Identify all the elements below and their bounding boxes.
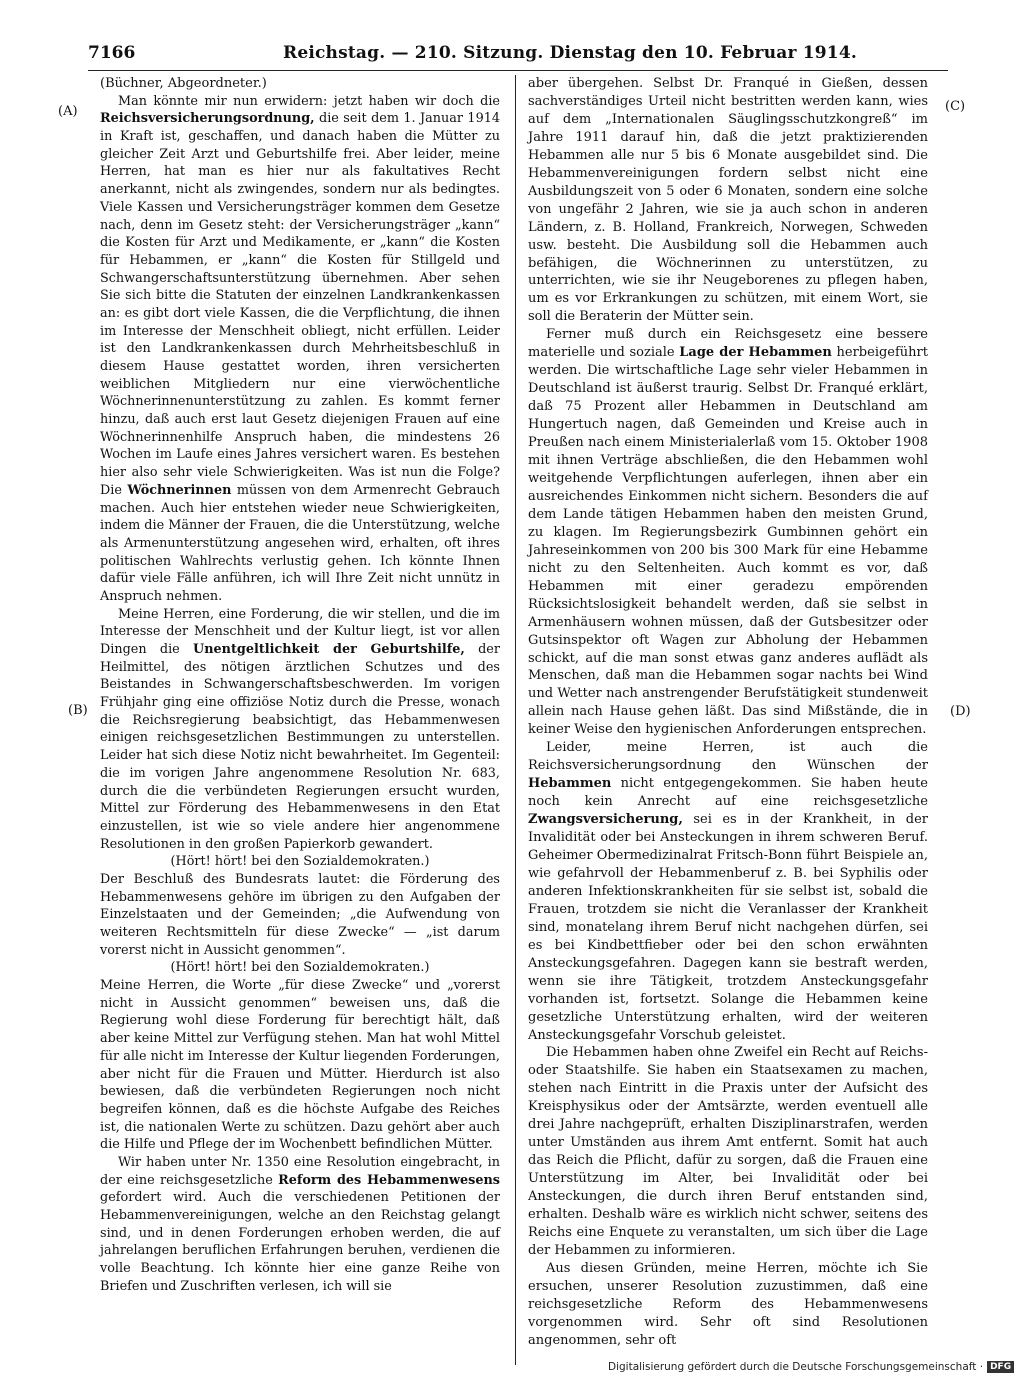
text-run: Man könnte mir nun erwidern: jetzt haben wir doch die	[118, 93, 500, 109]
emphasis: Hebammen	[528, 776, 612, 792]
text-run: herbeigeführt werden. Die wirtschaftliche Lage sehr vieler Hebammen in Deutschland ist äußerst traurig. Selbst Dr. Franqué erklärt, daß 75 Prozent aller Hebammen in Deutschland am Hungertuch nagen, daß Gemeinden und Kreise auch in Preußen nach einem Ministerialerlaß vom 15. Oktober 1908 mit ihnen Verträge abschließen, die den Hebammen wohl weitgehende Verpflichtungen auferlegen, ihnen aber ein ausreichendes Einkommen nicht sichern. Besonders die auf dem Lande tätigen Hebammen haben den meisten Grund, zu klagen. Im Regierungsbezirk Gumbinnen gehört ein Jahreseinkommen von 200 bis 300 Mark für eine Hebamme nicht zu den Seltenheiten. Auch kommt es vor, daß Hebammen mit einer geradezu empörenden Rücksichtslosigkeit behandelt werden, daß sie selbst in Armenhäusern wohnen müssen, daß der Gutsbesitzer oder Gutsinspektor oft Wagen zur Abholung der Hebammen schickt, auf die man sonst etwas ganz anderes auflädt als Menschen, daß man die Hebammen sogar nachts bei Wind und Wetter nach anstrengender Berufstätigkeit stundenweit allein nach Hause gehen läßt. Das sind Mißstände, die in keiner Weise den hygienischen Anforderungen entsprechen.	[528, 345, 928, 738]
left-column	[100, 75, 500, 1295]
emphasis: Reichsversicherungsordnung,	[100, 111, 315, 127]
text-run: gefordert wird. Auch die verschiedenen Petitionen der Hebammenvereinigungen, welche an den Reichstag gelangt sind, und in denen Forderungen erhoben werden, die auf jahrelangen beruflichen Erfahrungen beruhen, verdienen die volle Beachtung. Ich könnte hier eine ganze Reihe von Briefen und Zuschriften verlesen, ich will sie	[100, 1190, 500, 1294]
paragraph	[100, 606, 500, 854]
text-run: Leider, meine Herren, ist auch die Reichsversicherungsordnung den Wünschen der	[528, 740, 928, 774]
footer-text: Digitalisierung gefördert durch die Deutsche Forschungsgemeinschaft	[608, 1361, 977, 1373]
interjection: (Hört! hört! bei den Sozialdemokraten.)	[170, 854, 430, 870]
speaker-line: (Büchner, Abgeordneter.)	[100, 76, 267, 91]
text-run: Wir haben unter Nr. 1350 eine Resolution eingebracht, in der eine reichsgesetzliche	[100, 1154, 500, 1188]
dfg-logo: DFG	[987, 1361, 1014, 1373]
text-run: die seit dem 1. Januar 1914 in Kraft ist, geschaffen, und danach haben die Mütter zu gleicher Zeit Arzt und Geburtshilfe frei. Aber leider, meine Herren, hat man es hier nur als fakultatives Recht anerkannt, nicht als zwingendes, sondern nur als bedingtes. Viele Kassen und Versicherungsträger kommen dem Gesetze nach, denn im Gesetz steht: der Versicherungsträger „kann“ die Kosten für Arzt und Medikamente, er „kann“ die Kosten für Hebammen, er „kann“ die Kosten für Stillgeld und Schwangerschaftsunterstützung übernehmen. Aber sehen Sie sich bitte die Statuten der einzelnen Landkrankenkassen an: es gibt dort viele Kassen, die die Verpflichtung, die ihnen im Interesse der Menschheit obliegt, nicht erfüllen. Leider ist den Landkrankenkassen durch Mehrheitsbeschluß in diesem Hause gestattet worden, ihren versicherten weiblichen Mitgliedern nur eine vierwöchentliche Wöchnerinnenunterstützung zu zahlen. Es kommt ferner hinzu, daß auch erst laut Gesetz diejenigen Frauen auf eine Wöchnerinnenhilfe Anspruch haben, die mindestens 26 Wochen im Laufe eines Jahres versichert waren. Es bestehen hier also sehr viele Schwierigkeiten. Was ist nun die Folge? Die	[100, 111, 500, 498]
paragraph: aber übergehen. Selbst Dr. Franqué in Gießen, dessen sachverständiges Urteil nicht bestritten werden kann, wies auf dem „Internationalen Säuglingsschutzkongreß“ im Jahre 1911 darauf hin, daß die jetzt praktizierenden Hebammen alle nur 5 bis 6 Monate ausgebildet sind. Die Hebammenvereinigungen fordern selbst nicht eine Ausbildungszeit von 5 oder 6 Monaten, sondern eine solche von ungefähr 2 Jahren, wie sie ja auch schon in anderen Ländern, z. B. Holland, Frankreich, Norwegen, Schweden usw. besteht. Die Ausbildung soll die Hebammen auch befähigen, die Wöchnerinnen zu unterstützen, zu unterrichten, wie sie ihr Neugeborenes zu pflegen haben, um es vor Erkrankungen zu schützen, mit einem Wort, sie soll die Beraterin der Mütter sein.	[528, 76, 928, 325]
paragraph: Meine Herren, die Worte „für diese Zwecke“ und „vorerst nicht in Aussicht genommen“ beweisen uns, daß die Regierung wohl diese Forderung für berechtigt hält, daß aber keine Mittel zur Verfügung stehen. Man hat wohl Mittel für alle nicht im Interesse der Kultur liegenden Forderungen, aber nicht für die Frauen und Mütter. Hierdurch ist also bewiesen, daß die verbündeten Regierungen noch nicht begreifen können, daß es die höchste Aufgabe des Reiches ist, die nationalen Werte zu schützen. Dazu gehört aber auch die Hilfe und Pflege der im Wochenbett befindlichen Mütter.	[100, 978, 500, 1153]
margin-marker-c: (C)	[945, 99, 966, 114]
header-rule	[88, 70, 948, 71]
page-title: Reichstag. — 210. Sitzung. Dienstag den 10. Februar 1914.	[283, 43, 857, 63]
paragraph	[100, 93, 500, 606]
margin-marker-a: (A)	[58, 104, 78, 119]
paragraph: Der Beschluß des Bundesrats lautet: die Förderung des Hebammenwesens gehöre im übrigen zu den Aufgaben der Einzelstaaten und der Gemeinden; „die Aufwendung von weiteren Rechtsmitteln für diese Zwecke“ — „ist darum vorerst nicht in Aussicht genommen“.	[100, 871, 500, 958]
text-run: Ferner muß durch ein Reichsgesetz eine bessere materielle und soziale	[528, 327, 928, 361]
digitization-footer: Digitalisierung gefördert durch die Deutsche Forschungsgemeinschaft · DFG	[608, 1361, 1014, 1373]
page-number: 7166	[88, 43, 136, 63]
text-run: sei es in der Krankheit, in der Invalidität oder bei Ansteckungen in ihrem schweren Beruf. Geheimer Obermedizinalrat Fritsch-Bonn führt Beispiele an, wie gefahrvoll der Hebammenberuf z. B. bei Syphilis oder anderen Infektionskrankheiten für sie selbst ist, sobald die Frauen, trotzdem sie nicht die Veranlasser der Krankheit sind, monatelang ihrem Beruf nicht nachgehen dürfen, sei es bei Kindbettfieber oder bei den schon erwähnten Ansteckungsgefahren. Dagegen kann sie bestraft werden, wenn sie ihre Tätigkeit, trotzdem Ansteckungsgefahr vorhanden ist, fortsetzt. Solange die Hebammen keine gesetzliche Unterstützung erhalten, wird der weiteren Ansteckungsgefahr Vorschub geleistet.	[528, 812, 928, 1043]
emphasis: Unentgeltlichkeit der Geburtshilfe,	[193, 642, 465, 657]
paragraph: Die Hebammen haben ohne Zweifel ein Recht auf Reichs- oder Staatshilfe. Sie haben ein Staatsexamen zu machen, stehen nach Eintritt in die Praxis unter der Aufsicht des Kreisphysikus oder der Amtsärzte, werden eventuell alle drei Jahre nachgeprüft, erhalten Disziplinarstrafen, werden unter Umständen aus ihrem Amt entfernt. Somit hat auch das Reich die Pflicht, dafür zu sorgen, daß die Frauen eine Unterstützung im Alter, bei Invalidität oder bei Ansteckungen, die durch ihren Beruf entstanden sind, erhalten. Deshalb wäre es wirklich nicht schwer, seitens des Reichs eine Enquete zu veranstalten, um sich über die Lage der Hebammen zu informieren.	[528, 1045, 928, 1258]
right-column	[528, 75, 928, 1350]
emphasis: Reform des Hebammenwesens	[278, 1172, 500, 1188]
page-header	[88, 40, 948, 66]
column-divider	[515, 75, 516, 1365]
margin-marker-b: (B)	[68, 703, 88, 718]
paragraph: Aus diesen Gründen, meine Herren, möchte ich Sie ersuchen, unserer Resolution zuzustimmen, daß eine reichsgesetzliche Reform des Hebammenwesens vorgenommen wird. Sehr oft sind Resolutionen angenommen, sehr oft	[528, 1260, 928, 1348]
emphasis: Lage der Hebammen	[679, 345, 832, 361]
text-run: der Heilmittel, des nötigen ärztlichen Schutzes und des Beistandes in Schwangerschaftsbeschwerden. Im vorigen Frühjahr ging eine offiziöse Notiz durch die Presse, wonach die Reichsregierung beabsichtigt, das Hebammenwesen einigen reichsgesetzlichen Bestimmungen zu unterstellen. Leider hat sich diese Notiz nicht bewahrheitet. Im Gegenteil: die im vorigen Jahre angenommene Resolution Nr. 683, durch die die verbündeten Regierungen ersucht wurden, Mittel zur Förderung des Hebammenwesens in den Etat einzustellen, ist wie so viele andere hier angenommene Resolutionen in den großen Papierkorb gewandert.	[100, 642, 500, 852]
emphasis: Wöchnerinnen	[127, 482, 232, 498]
interjection: (Hört! hört! bei den Sozialdemokraten.)	[170, 960, 430, 976]
paragraph	[100, 1154, 500, 1296]
text-run: müssen von dem Armenrecht Gebrauch machen. Auch hier entstehen wieder neue Schwierigkeiten, indem die Männer der Frauen, die die Unterstützung, welche als Armenunterstützung angesehen wird, erhalten, oft ihres politischen Wahlrechts verlustig gehen. Ich könnte Ihnen dafür viele Fälle anführen, ich will Ihre Zeit nicht unnütz in Anspruch nehmen.	[100, 482, 500, 604]
text-run: nicht entgegengekommen. Sie haben heute noch kein Anrecht auf eine reichsgesetzliche	[528, 776, 928, 810]
paragraph	[528, 326, 928, 739]
emphasis: Zwangsversicherung,	[528, 812, 683, 828]
paragraph	[528, 739, 928, 1044]
text-run: Meine Herren, eine Forderung, die wir stellen, und die im Interesse der Menschheit und der Kultur liegt, ist vor allen Dingen die	[100, 606, 500, 657]
margin-marker-d: (D)	[950, 704, 971, 719]
